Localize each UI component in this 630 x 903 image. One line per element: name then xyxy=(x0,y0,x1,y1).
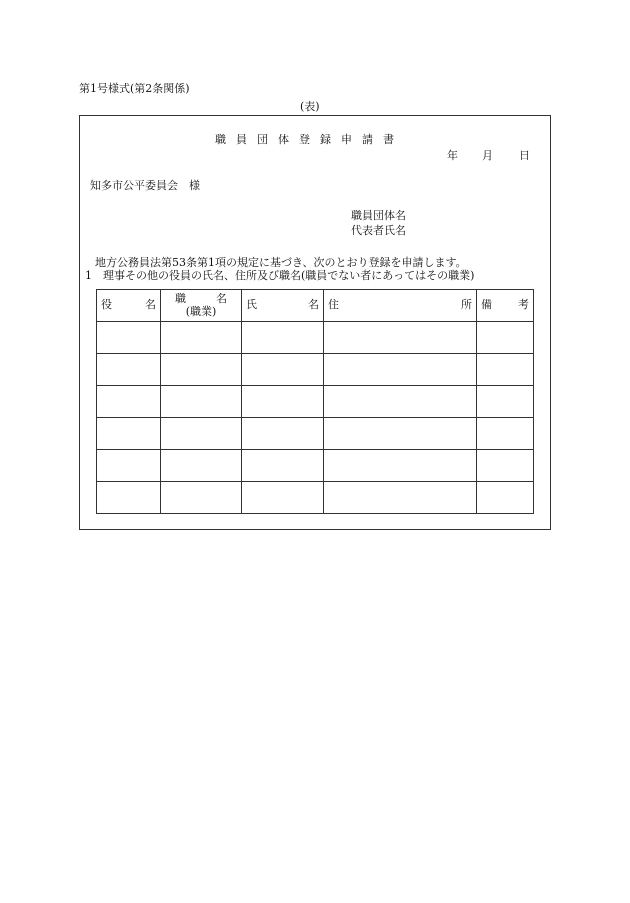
date-day: 日 xyxy=(519,149,530,162)
cell-name[interactable] xyxy=(242,482,324,514)
header-role-char-1: 役 xyxy=(101,298,112,311)
cell-job-title[interactable] xyxy=(161,450,242,482)
cell-remarks[interactable] xyxy=(477,418,534,450)
table-row xyxy=(97,322,534,354)
cell-role[interactable] xyxy=(97,482,161,514)
org-name-label: 職員団体名 xyxy=(351,209,406,222)
cell-address[interactable] xyxy=(324,386,477,418)
cell-role[interactable] xyxy=(97,322,161,354)
cell-remarks[interactable] xyxy=(477,322,534,354)
cell-job-title[interactable] xyxy=(161,322,242,354)
table-row xyxy=(97,418,534,450)
header-address-char-2: 所 xyxy=(461,298,472,311)
header-job-title-char-1: 職 xyxy=(175,292,186,305)
date-month: 月 xyxy=(482,149,493,162)
header-name xyxy=(242,290,324,322)
cell-remarks[interactable] xyxy=(477,450,534,482)
table-row xyxy=(97,386,534,418)
header-job-title xyxy=(161,290,242,322)
cell-remarks[interactable] xyxy=(477,482,534,514)
form-number: 第1号様式(第2条関係) xyxy=(79,82,190,95)
cell-address[interactable] xyxy=(324,354,477,386)
representative-name-label: 代表者氏名 xyxy=(351,224,406,237)
header-job-title-char-2: 名 xyxy=(216,292,227,305)
cell-role[interactable] xyxy=(97,386,161,418)
cell-address[interactable] xyxy=(324,322,477,354)
cell-name[interactable] xyxy=(242,322,324,354)
cell-address[interactable] xyxy=(324,450,477,482)
header-address xyxy=(324,290,477,322)
cell-name[interactable] xyxy=(242,418,324,450)
cell-name[interactable] xyxy=(242,450,324,482)
cell-role[interactable] xyxy=(97,418,161,450)
header-remarks-char-1: 備 xyxy=(481,298,492,311)
header-job-title-sub: (職業) xyxy=(185,305,217,318)
header-name-char-2: 名 xyxy=(308,298,319,311)
side-label: (表) xyxy=(300,100,320,113)
officer-table xyxy=(96,289,534,514)
cell-address[interactable] xyxy=(324,482,477,514)
cell-remarks[interactable] xyxy=(477,354,534,386)
table-row xyxy=(97,354,534,386)
cell-job-title[interactable] xyxy=(161,386,242,418)
cell-role[interactable] xyxy=(97,354,161,386)
header-remarks-char-2: 考 xyxy=(518,298,529,311)
table-row xyxy=(97,482,534,514)
cell-name[interactable] xyxy=(242,354,324,386)
date-year: 年 xyxy=(447,149,458,162)
header-role xyxy=(97,290,161,322)
header-role-char-2: 名 xyxy=(145,298,156,311)
addressee: 知多市公平委員会 様 xyxy=(90,179,200,192)
section-1-heading: 1 理事その他の役員の氏名、住所及び職名(職員でない者にあってはその職業) xyxy=(85,269,475,282)
header-name-char-1: 氏 xyxy=(246,298,257,311)
cell-role[interactable] xyxy=(97,450,161,482)
cell-name[interactable] xyxy=(242,386,324,418)
cell-job-title[interactable] xyxy=(161,418,242,450)
document-title: 職員団体登録申請書 xyxy=(215,133,404,146)
table-row xyxy=(97,450,534,482)
cell-job-title[interactable] xyxy=(161,482,242,514)
header-remarks xyxy=(477,290,534,322)
cell-remarks[interactable] xyxy=(477,386,534,418)
cell-job-title[interactable] xyxy=(161,354,242,386)
date-line xyxy=(447,149,530,163)
application-statement: 地方公務員法第53条第1項の規定に基づき、次のとおり登録を申請します。 xyxy=(95,256,467,269)
header-address-char-1: 住 xyxy=(328,298,339,311)
table-header-row xyxy=(97,290,534,322)
cell-address[interactable] xyxy=(324,418,477,450)
